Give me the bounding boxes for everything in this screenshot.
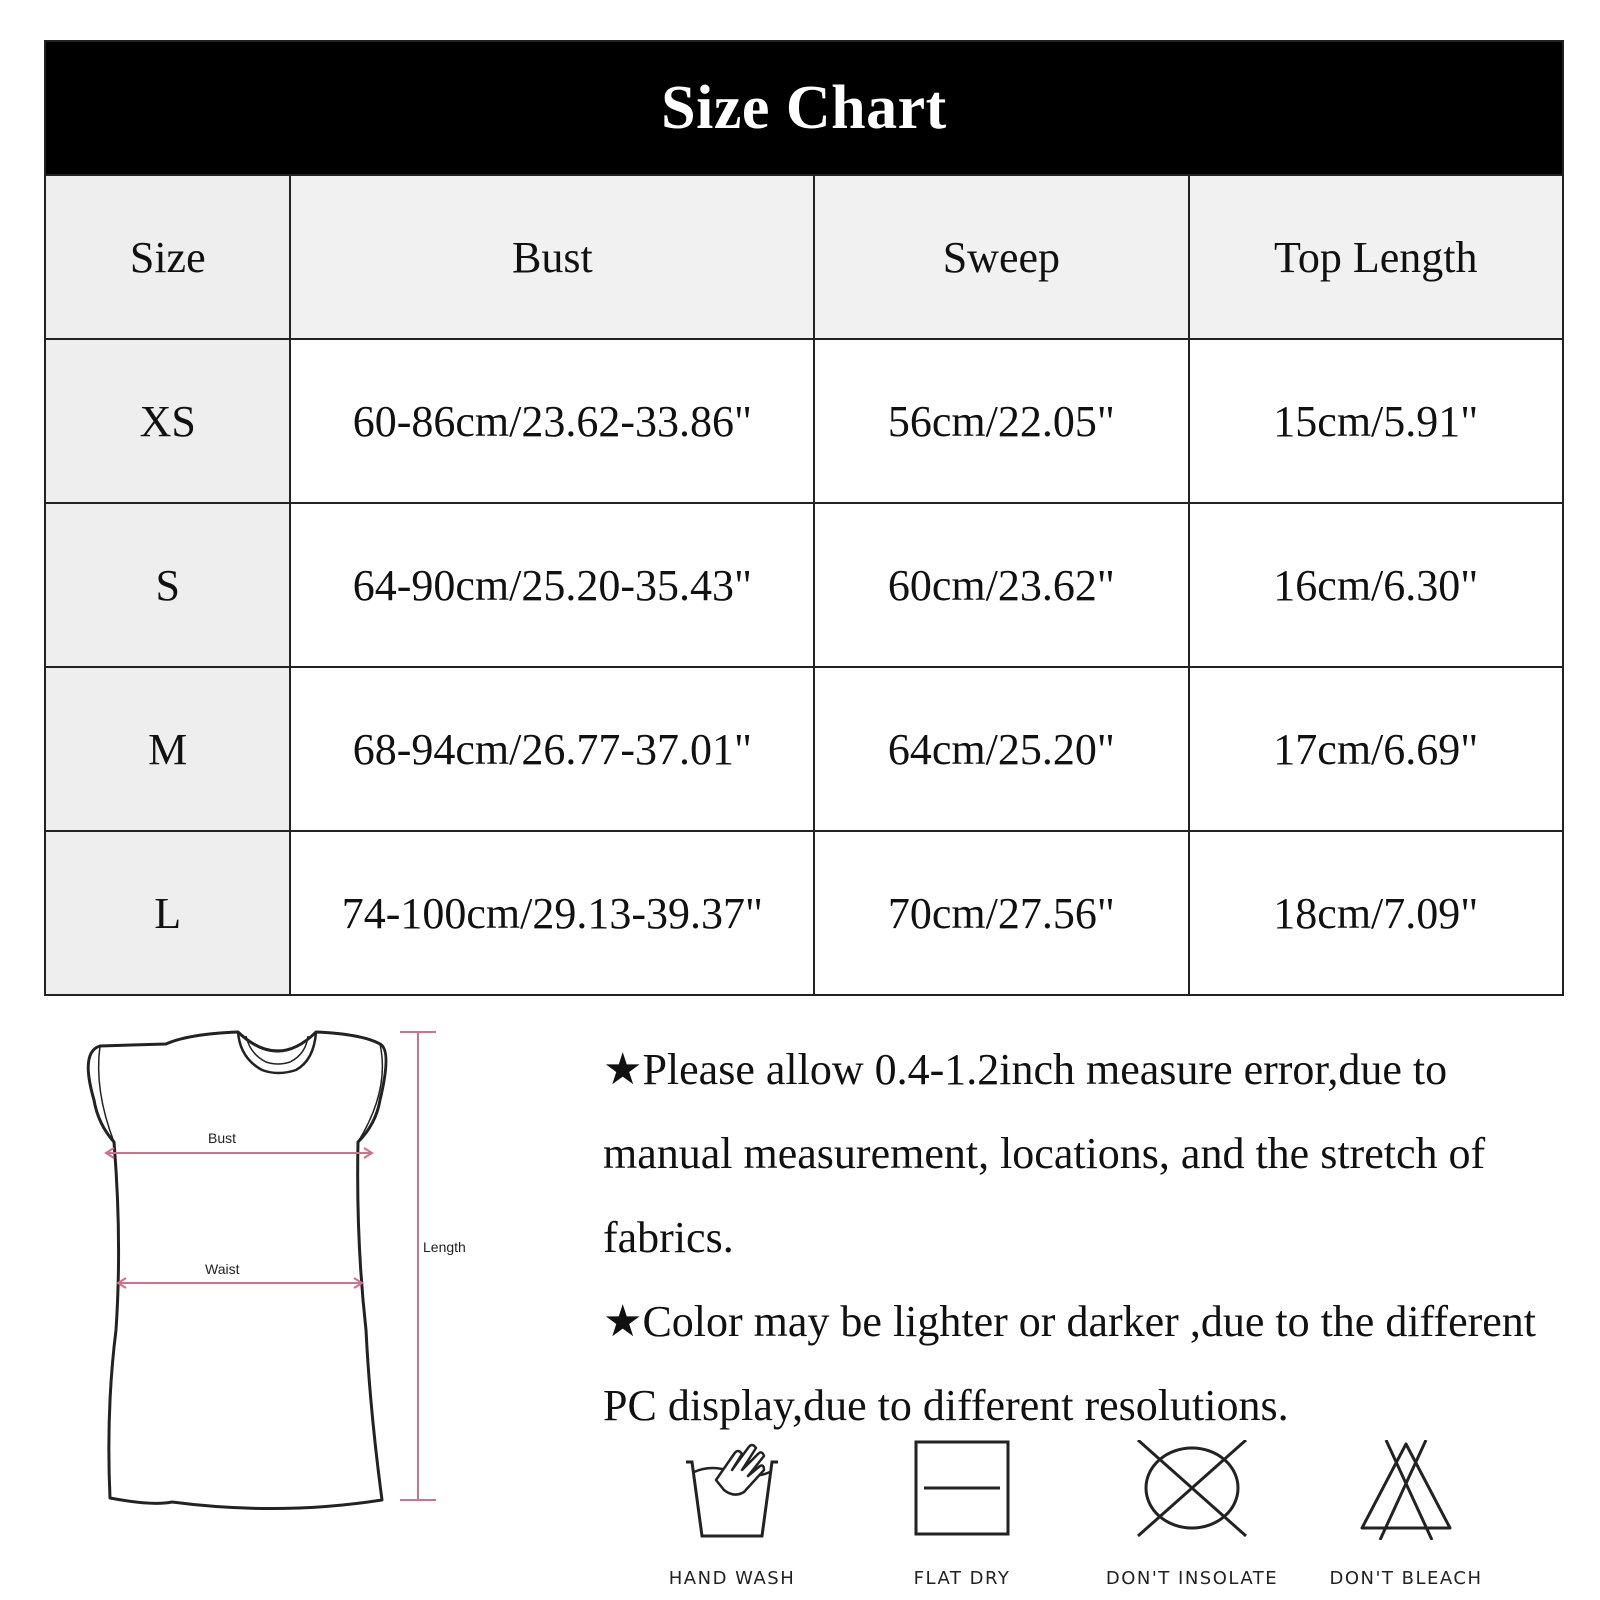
top-length-cell: 16cm/6.30" (1189, 503, 1563, 667)
size-cell: L (45, 831, 290, 995)
care-label: DON'T INSOLATE (1105, 1568, 1279, 1589)
top-length-cell: 15cm/5.91" (1189, 339, 1563, 503)
table-row (45, 667, 1563, 831)
header-size: Size (45, 175, 290, 339)
table-header-row (45, 175, 1563, 339)
tank-top-diagram (80, 1030, 500, 1550)
header-sweep: Sweep (814, 175, 1188, 339)
care-label: FLAT DRY (913, 1568, 1011, 1589)
note-measure-error: ★Please allow 0.4-1.2inch measure error,due to manual measurement, locations, and the stretch of fabrics. (603, 1045, 1486, 1262)
bust-label: Bust (208, 1130, 237, 1146)
sweep-cell: 64cm/25.20" (814, 667, 1188, 831)
bust-cell: 68-94cm/26.77-37.01" (290, 667, 814, 831)
size-cell: XS (45, 339, 290, 503)
sweep-cell: 56cm/22.05" (814, 339, 1188, 503)
bust-cell: 64-90cm/25.20-35.43" (290, 503, 814, 667)
bust-cell: 60-86cm/23.62-33.86" (290, 339, 814, 503)
waist-label: Waist (205, 1261, 240, 1277)
bust-cell: 74-100cm/29.13-39.37" (290, 831, 814, 995)
care-label: DON'T BLEACH (1329, 1568, 1483, 1589)
header-bust: Bust (290, 175, 814, 339)
size-chart-table (44, 40, 1564, 996)
top-length-cell: 17cm/6.69" (1189, 667, 1563, 831)
care-dont-insolate (1092, 1440, 1292, 1589)
note-color-variance: ★Color may be lighter or darker ,due to the different PC display,due to different resolutions. (603, 1297, 1537, 1430)
dont-insolate-icon (1132, 1440, 1252, 1540)
sweep-cell: 70cm/27.56" (814, 831, 1188, 995)
hand-wash-icon (672, 1440, 792, 1540)
top-length-cell: 18cm/7.09" (1189, 831, 1563, 995)
flat-dry-icon (902, 1440, 1022, 1540)
care-label: HAND WASH (668, 1568, 796, 1589)
table-row (45, 831, 1563, 995)
dont-bleach-icon (1346, 1440, 1466, 1540)
size-cell: S (45, 503, 290, 667)
care-dont-bleach (1306, 1440, 1506, 1589)
table-row (45, 503, 1563, 667)
tank-top-outline (80, 1030, 500, 1550)
table-title: Size Chart (45, 41, 1563, 175)
header-top-length: Top Length (1189, 175, 1563, 339)
length-label: Length (423, 1239, 466, 1255)
care-notes (603, 1028, 1578, 1448)
table-row (45, 339, 1563, 503)
care-flat-dry (862, 1440, 1062, 1589)
sweep-cell: 60cm/23.62" (814, 503, 1188, 667)
size-cell: M (45, 667, 290, 831)
care-hand-wash (632, 1440, 832, 1589)
